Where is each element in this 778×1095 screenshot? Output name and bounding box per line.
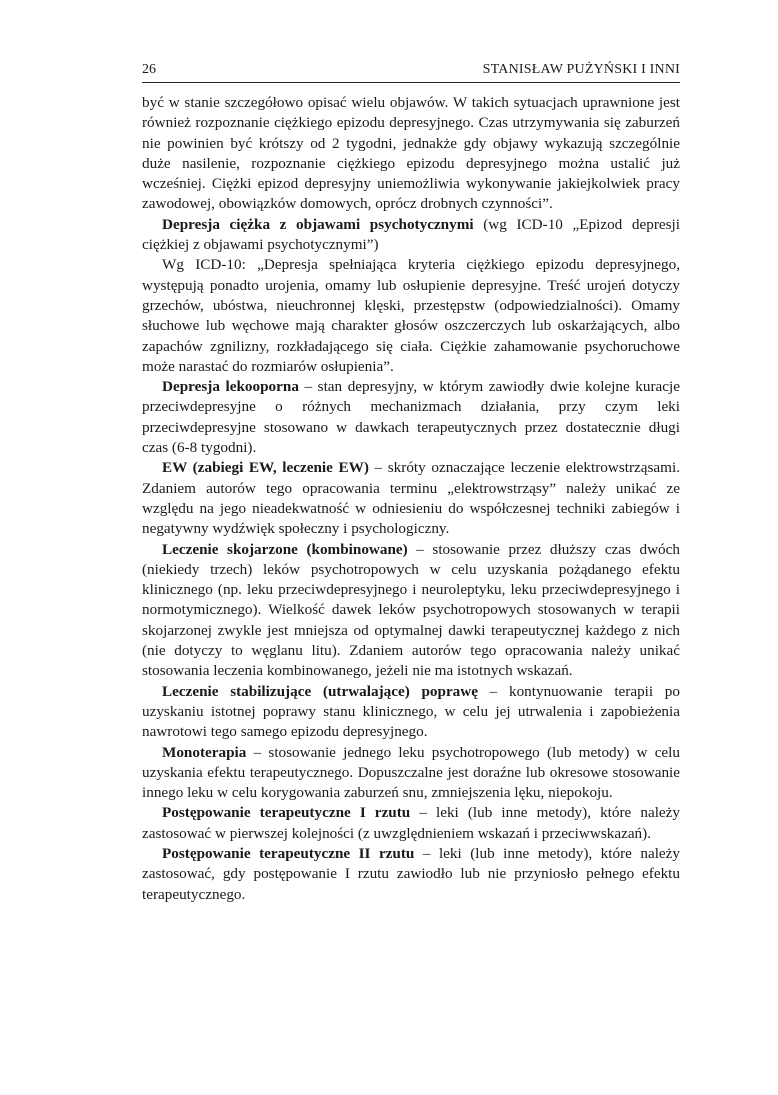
- glossary-term: Postępowanie terapeutyczne II rzutu: [162, 844, 415, 862]
- glossary-entry: [142, 743, 680, 804]
- glossary-term: Depresja ciężka z objawami psychotycznymi: [162, 215, 474, 233]
- page-header: [142, 60, 680, 83]
- glossary-definition: (wg ICD-10 „Epizod depresji ciężkiej z objawami psychotycznymi”): [142, 215, 680, 254]
- paragraph-text: być w stanie szczegółowo opisać wielu objawów. W takich sytuacjach uprawnione jest również rozpoznanie ciężkiego epizodu depresyjnego. Czas utrzymywania się zaburzeń nie powinien być krótszy od 2 tygodni, jednakże gdy objawy wykazują szczególnie duże nasilenie, rozpoznanie ciężkiego epizodu depresyjnego można ustalić już wcześniej. Ciężki epizod depresyjny uniemożliwia wykonywanie jakiejkolwiek pracy zawodowej, obowiązków domowych, oprócz drobnych czynności”.: [142, 94, 680, 213]
- glossary-entry: [142, 803, 680, 844]
- glossary-term: Monoterapia: [162, 743, 247, 761]
- glossary-entry: [142, 377, 680, 458]
- glossary-term: Leczenie skojarzone (kombinowane): [162, 540, 408, 558]
- glossary-definition: – stan depresyjny, w którym zawiodły dwie kolejne kuracje przeciwdepresyjne o różnych mechanizmach działania, przy czym leki przeciwdepresyjne stosowano w dawkach terapeutycznych przez dostatecznie długi czas (6-8 tygodni).: [142, 378, 680, 457]
- glossary-definition: – stosowanie jednego leku psychotropowego (lub metody) w celu uzyskania efektu terapeutycznego. Dopuszczalne jest doraźne lub okresowe stosowanie innego leku w celu korygowania zaburzeń snu, zmniejszenia lęku, niepokoju.: [142, 743, 680, 802]
- glossary-entry: [142, 540, 680, 682]
- glossary-entry: [142, 682, 680, 743]
- running-title: STANISŁAW PUŻYŃSKI I INNI: [482, 62, 680, 77]
- glossary-term: Postępowanie terapeutyczne I rzutu: [162, 804, 411, 822]
- glossary-term: EW (zabiegi EW, leczenie EW): [162, 459, 369, 477]
- glossary-definition: – kontynuowanie terapii po uzyskaniu istotnej poprawy stanu klinicznego, w celu jej utrwalenia i zapobieżenia nawrotowi tego samego epizodu depresyjnego.: [142, 682, 680, 741]
- paragraph-quote: [142, 255, 680, 377]
- page-body: [142, 93, 680, 905]
- glossary-definition: – leki (lub inne metody), które należy zastosować w pierwszej kolejności (z uwzględnieniem wskazań i przeciwwskazań).: [142, 804, 680, 842]
- glossary-term: Depresja lekooporna: [162, 378, 299, 396]
- glossary-entry: [142, 458, 680, 539]
- page-number: 26: [142, 62, 156, 77]
- paragraph-continuation: [142, 93, 680, 215]
- glossary-entry: [142, 844, 680, 905]
- glossary-definition: – skróty oznaczające leczenie elektrowstrząsami. Zdaniem autorów tego opracowania terminu „elektrowstrząsy” należy unikać ze względu na jego nieadekwatność w odniesieniu do współczesnej techniki zabiegów i negatywny wydźwięk społeczny i psychologiczny.: [142, 459, 680, 538]
- glossary-definition: – leki (lub inne metody), które należy zastosować, gdy postępowanie I rzutu zawiodło lub nie przyniosło pełnego efektu terapeutycznego.: [142, 844, 680, 903]
- paragraph-text: Wg ICD-10: „Depresja spełniająca kryteria ciężkiego epizodu depresyjnego, występują ponadto urojenia, omamy lub osłupienie depresyjne. Treść urojeń dotyczy grzechów, ubóstwa, nieuchronnej klęski, przestępstw (odpowiedzialności). Omamy słuchowe lub węchowe mają charakter głosów oszczerczych lub oskarżających, albo zapachów zgnilizny, rozkładającego się ciała. Ciężkie zahamowanie psychoruchowe może narastać do rozmiarów osłupienia”.: [142, 256, 680, 375]
- glossary-term: Leczenie stabilizujące (utrwalające) poprawę: [162, 682, 478, 700]
- glossary-definition: – stosowanie przez dłuższy czas dwóch (niekiedy trzech) leków psychotropowych w celu uzyskania pożądanego efektu klinicznego (np. leku przeciwdepresyjnego i neuroleptyku, leku przeciwdepresyjnego i normotymicznego). Wielkość dawek leków psychotropowych stosowanych w terapii skojarzonej zwykle jest mniejsza od optymalnej dawki terapeutycznej każdego z nich (nie dotyczy to węglanu litu). Zdaniem autorów tego opracowania należy unikać stosowania leczenia kombinowanego, jeżeli nie ma istotnych wskazań.: [142, 540, 680, 680]
- glossary-entry: [142, 215, 680, 256]
